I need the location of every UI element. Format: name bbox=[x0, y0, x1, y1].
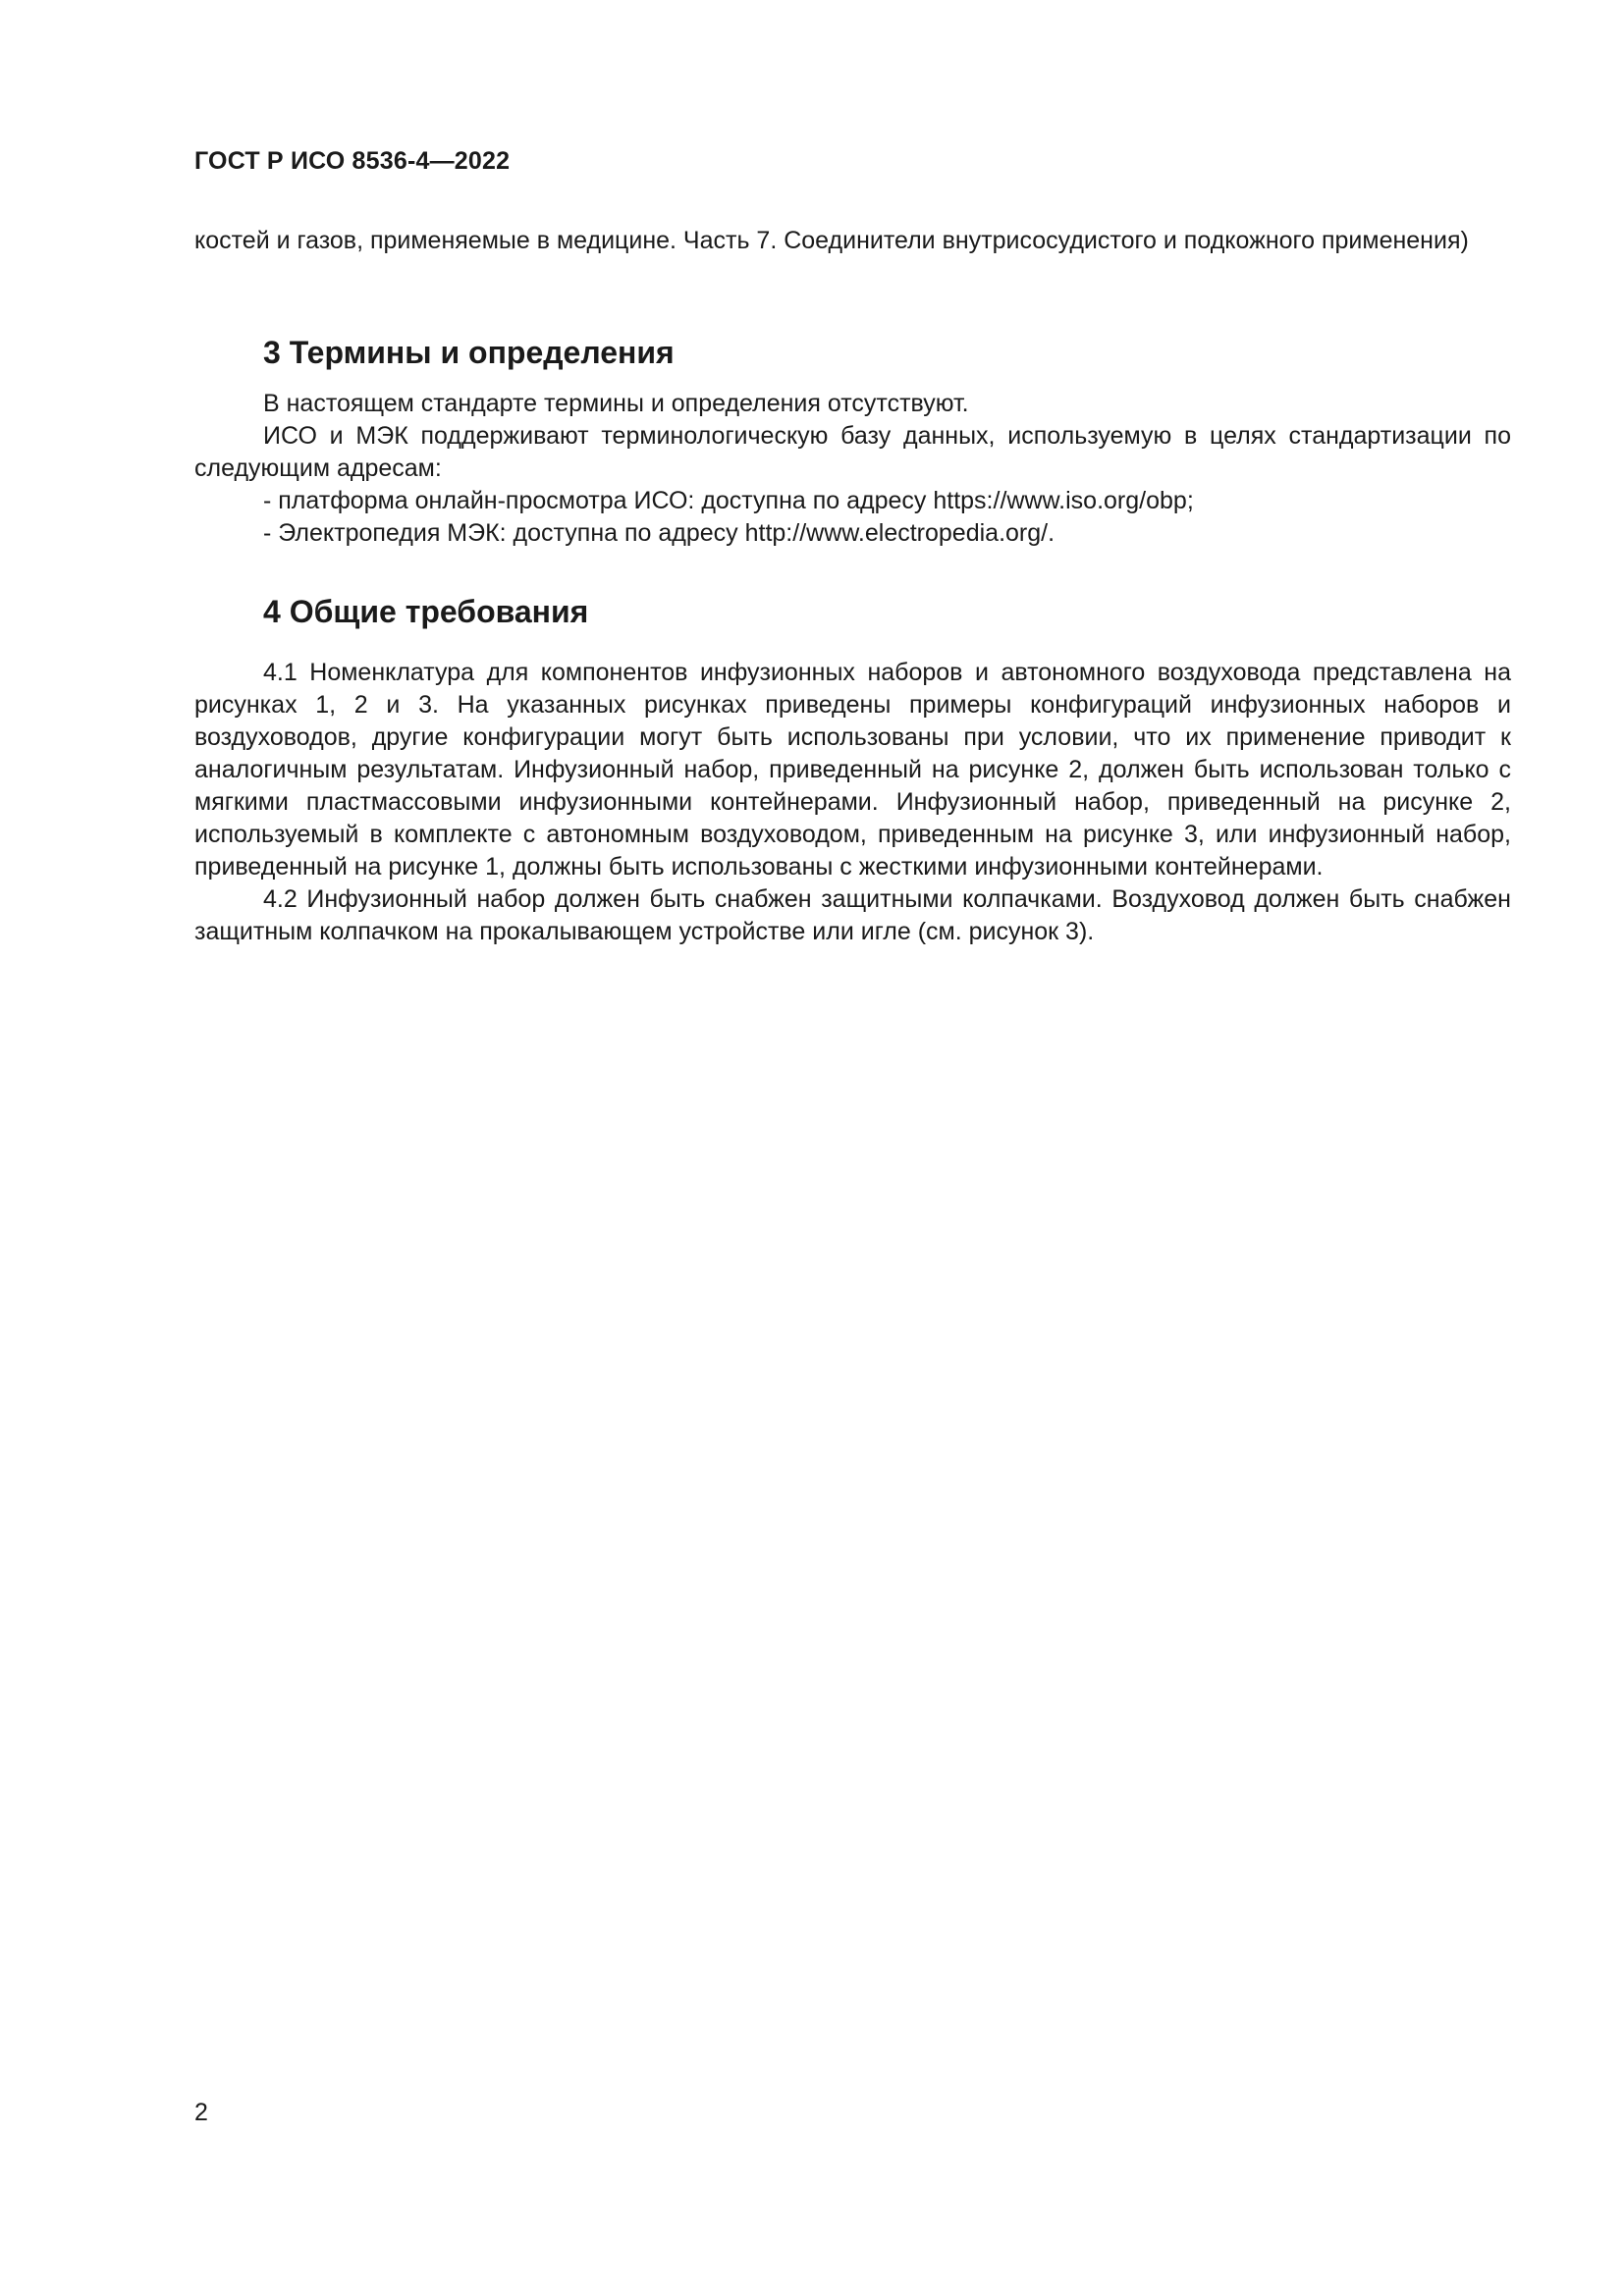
section-3-paragraph-1: В настоящем стандарте термины и определения отсутствуют. bbox=[263, 390, 969, 417]
section-3-paragraph-2: ИСО и МЭК поддерживают терминологическую базу данных, используемую в целях стандартизации по следующим адресам: bbox=[194, 422, 1511, 482]
section-3-list-item-2: - Электропедия МЭК: доступна по адресу http://www.electropedia.org/. bbox=[263, 519, 1056, 547]
intro-text bbox=[194, 225, 1511, 257]
section-4-body bbox=[194, 657, 1511, 948]
section-3-body bbox=[194, 388, 1511, 550]
document-header: ГОСТ Р ИСО 8536-4—2022 bbox=[194, 147, 511, 175]
section-4-paragraph-2: 4.2 Инфузионный набор должен быть снабжен защитными колпачками. Воздуховод должен быть снабжен защитным колпачком на прокалывающем устройстве или игле (см. рисунок 3). bbox=[194, 885, 1511, 945]
page-number: 2 bbox=[194, 2099, 208, 2126]
section-3-title: 3 Термины и определения bbox=[263, 335, 675, 370]
intro-paragraph: костей и газов, применяемые в медицине. Часть 7. Соединители внутрисосудистого и подкожного применения) bbox=[194, 227, 1469, 254]
section-3-list-item-1: - платформа онлайн-просмотра ИСО: доступна по адресу https://www.iso.org/obp; bbox=[263, 487, 1194, 514]
section-4-paragraph-1: 4.1 Номенклатура для компонентов инфузионных наборов и автономного воздуховода представлена на рисунках 1, 2 и 3. На указанных рисунках приведены примеры конфигураций инфузионных наборов и воздуховодов, другие конфигурации могут быть использованы при условии, что их применение приводит к аналогичным результатам. Инфузионный набор, приведенный на рисунке 2, должен быть использован только с мягкими пластмассовыми инфузионными контейнерами. Инфузионный набор, приведенный на рисунке 2, используемый в комплекте с автономным воздуховодом, приведенным на рисунке 3, или инфузионный набор, приведенный на рисунке 1, должны быть использованы с жесткими инфузионными контейнерами. bbox=[194, 659, 1511, 881]
section-4-title: 4 Общие требования bbox=[263, 594, 589, 629]
